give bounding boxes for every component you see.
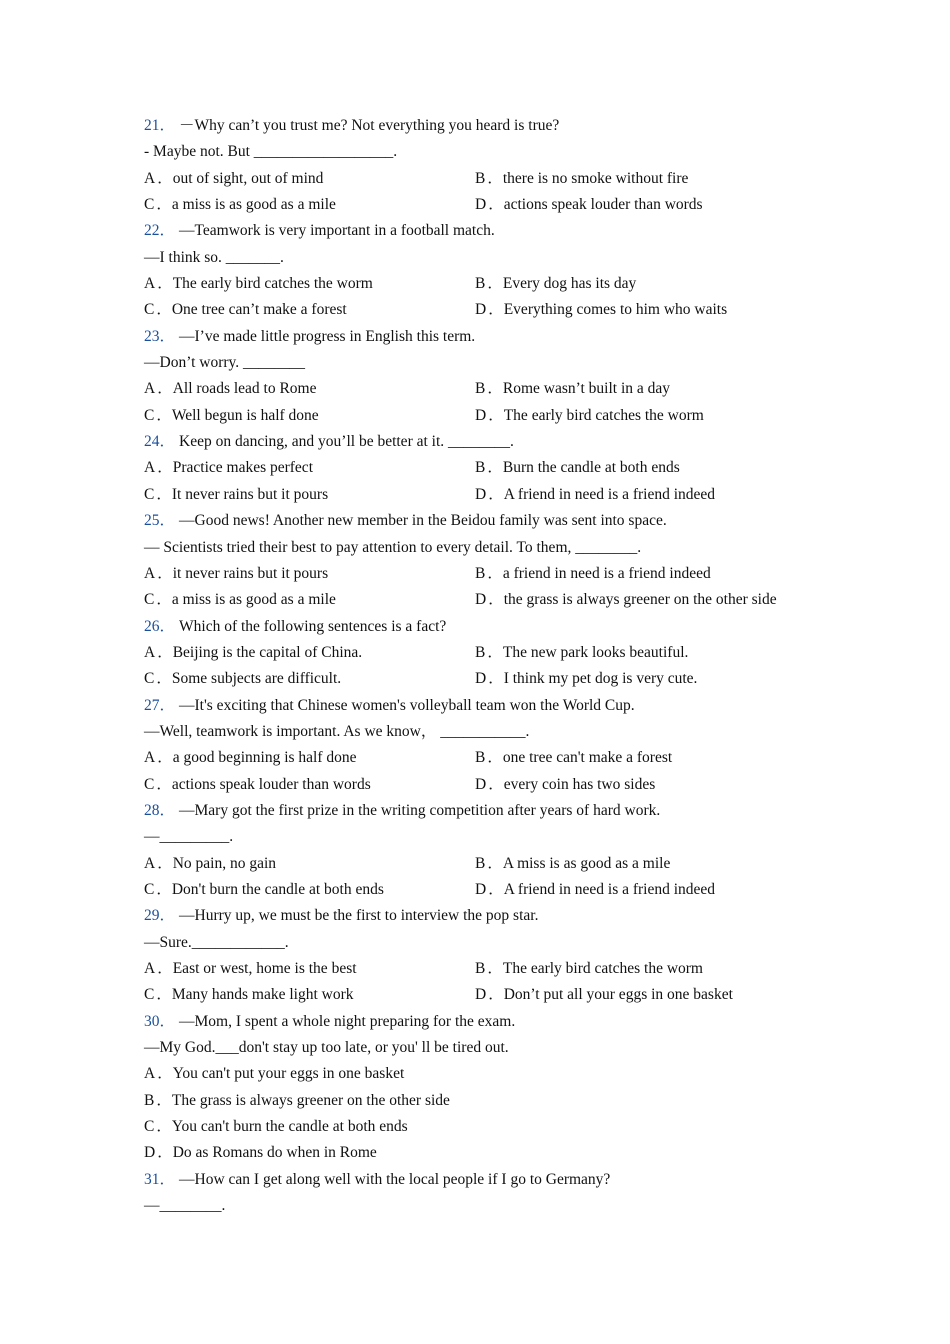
option-text: Do as Romans do when in Rome: [172, 1144, 377, 1162]
question-stem: [144, 113, 824, 139]
option-dot: ．: [156, 775, 172, 793]
option-row: [144, 1088, 824, 1114]
option-c[interactable]: [144, 587, 475, 613]
question-29: [144, 903, 824, 1008]
option-letter: A: [144, 564, 156, 582]
option-b[interactable]: [475, 745, 672, 771]
option-dot: ．: [157, 1065, 173, 1083]
option-c[interactable]: [144, 877, 475, 903]
option-dot: ．: [157, 380, 173, 398]
option-text: a miss is as good as a mile: [171, 196, 336, 214]
question-number: 26: [144, 617, 160, 635]
option-dot: ．: [488, 406, 504, 424]
question-25: [144, 508, 824, 613]
option-text: A miss is as good as a mile: [502, 854, 671, 872]
question-23: [144, 324, 824, 429]
option-text: Many hands make light work: [171, 986, 354, 1004]
option-text: actions speak louder than words: [171, 775, 371, 793]
option-text: actions speak louder than words: [503, 196, 703, 214]
option-b[interactable]: [475, 640, 688, 666]
line-text: —How can I get along well with the local people if I go to Germany?: [179, 1170, 611, 1188]
option-dot: ．: [156, 196, 172, 214]
question-stem: [144, 798, 824, 824]
question-number: 31: [144, 1170, 160, 1188]
option-letter: B: [475, 854, 486, 872]
option-letter: D: [475, 775, 487, 793]
question-stem: [144, 218, 824, 244]
question-response-line: [144, 1193, 824, 1219]
option-letter: C: [144, 670, 155, 688]
option-text: The early bird catches the worm: [503, 406, 704, 424]
option-dot: ．: [157, 960, 173, 977]
question-stem: [144, 429, 824, 455]
option-text: Every dog has its day: [502, 275, 637, 293]
option-letter: B: [475, 275, 486, 293]
question-21: [144, 113, 824, 218]
line-text: - Maybe not. But __________________.: [144, 143, 398, 161]
question-list: [144, 113, 824, 1219]
option-letter: B: [475, 564, 486, 582]
option-dot: ．: [487, 380, 503, 398]
line-text: —Sure.____________.: [144, 933, 289, 951]
option-a[interactable]: [144, 640, 475, 666]
question-stem: [144, 693, 824, 719]
option-text: it never rains but it pours: [172, 564, 329, 582]
option-dot: ．: [488, 591, 504, 609]
option-dot: ．: [488, 775, 504, 793]
option-dot: ．: [487, 169, 503, 187]
question-response-line: [144, 245, 824, 271]
option-text: One tree can’t make a forest: [171, 301, 347, 319]
option-letter: A: [144, 1065, 156, 1083]
option-d[interactable]: [475, 482, 715, 508]
option-dot: ．: [156, 406, 172, 424]
line-text: —Mary got the first prize in the writing competition after years of hard work.: [179, 801, 661, 819]
option-text: out of sight, out of mind: [172, 169, 324, 187]
question-26: [144, 614, 824, 693]
question-number-dot: ．: [159, 512, 176, 530]
option-a[interactable]: [144, 271, 475, 297]
question-number-dot: ．: [159, 433, 176, 451]
option-text: Everything comes to him who waits: [503, 301, 728, 319]
option-text: the grass is always greener on the other side: [503, 591, 777, 609]
option-text: The early bird catches the worm: [172, 275, 373, 293]
option-d[interactable]: [475, 877, 715, 903]
line-text: —My God.___don't stay up too late, or you' ll be tired out.: [144, 1039, 509, 1057]
option-letter: B: [475, 749, 486, 767]
line-text: —________.: [144, 1197, 226, 1215]
question-30: [144, 1009, 824, 1167]
option-d[interactable]: [475, 772, 655, 798]
option-letter: C: [144, 485, 155, 503]
option-text: You can't put your eggs in one basket: [172, 1065, 405, 1083]
option-letter: D: [475, 301, 487, 319]
option-text: Don't burn the candle at both ends: [171, 880, 384, 898]
option-text: Practice makes perfect: [172, 459, 313, 477]
option-a[interactable]: [144, 1061, 404, 1087]
option-text: All roads lead to Rome: [172, 380, 317, 398]
option-row: [144, 956, 824, 982]
question-number: 28: [144, 801, 160, 819]
option-b[interactable]: [475, 376, 670, 402]
option-row: [144, 482, 824, 508]
question-stem: [144, 1009, 824, 1035]
option-letter: A: [144, 643, 156, 661]
option-row: [144, 403, 824, 429]
option-dot: ．: [157, 854, 173, 872]
question-28: [144, 798, 824, 903]
option-dot: ．: [156, 485, 172, 503]
option-letter: D: [475, 591, 487, 609]
question-number: 24: [144, 433, 160, 451]
option-text: The new park looks beautiful.: [502, 643, 689, 661]
option-dot: ．: [488, 986, 504, 1004]
line-text: —It's exciting that Chinese women's volleyball team won the World Cup.: [179, 696, 635, 714]
option-d[interactable]: [475, 982, 733, 1008]
option-b[interactable]: [475, 455, 680, 481]
option-c[interactable]: [144, 297, 475, 323]
option-row: [144, 1140, 824, 1166]
option-dot: ．: [156, 880, 172, 898]
option-row: [144, 851, 824, 877]
question-number-dot: ．: [159, 907, 176, 925]
option-text: East or west, home is the best: [172, 960, 357, 977]
option-row: [144, 271, 824, 297]
option-row: [144, 640, 824, 666]
question-number-dot: ．: [159, 801, 176, 819]
question-24: [144, 429, 824, 508]
option-text: a friend in need is a friend indeed: [502, 564, 711, 582]
option-row: [144, 455, 824, 481]
option-b[interactable]: [475, 851, 670, 877]
option-text: It never rains but it pours: [171, 485, 329, 503]
option-dot: ．: [157, 564, 173, 582]
option-letter: A: [144, 380, 156, 398]
line-text: Keep on dancing, and you’ll be better at it. ________.: [179, 433, 514, 451]
option-d[interactable]: [475, 403, 704, 429]
line-text: —Teamwork is very important in a football match.: [179, 222, 495, 240]
option-text: Don’t put all your eggs in one basket: [503, 986, 733, 1004]
option-letter: B: [475, 459, 486, 477]
option-row: [144, 982, 824, 1008]
option-a[interactable]: [144, 851, 475, 877]
option-letter: D: [475, 196, 487, 214]
option-dot: ．: [157, 169, 173, 187]
option-row: [144, 1114, 824, 1140]
option-text: Burn the candle at both ends: [502, 459, 680, 477]
option-c[interactable]: [144, 1114, 408, 1140]
question-number: 30: [144, 1012, 160, 1030]
option-c[interactable]: [144, 982, 475, 1008]
question-stem: [144, 324, 824, 350]
option-dot: ．: [487, 564, 503, 582]
option-a[interactable]: [144, 376, 475, 402]
option-letter: C: [144, 591, 155, 609]
option-a[interactable]: [144, 745, 475, 771]
option-dot: ．: [488, 196, 504, 214]
option-c[interactable]: [144, 772, 475, 798]
option-d[interactable]: [475, 297, 727, 323]
line-text: — Scientists tried their best to pay attention to every detail. To them, ________.: [144, 538, 642, 556]
option-letter: B: [475, 169, 486, 187]
option-d[interactable]: [475, 587, 777, 613]
option-b[interactable]: [144, 1088, 450, 1114]
option-d[interactable]: [475, 192, 703, 218]
option-dot: ．: [487, 643, 503, 661]
option-letter: A: [144, 459, 156, 477]
line-text: —Well, teamwork is important. As we know， ___________.: [144, 722, 530, 740]
option-letter: C: [144, 406, 155, 424]
option-letter: A: [144, 749, 156, 767]
option-d[interactable]: [144, 1140, 377, 1166]
option-b[interactable]: [475, 561, 711, 587]
option-dot: ．: [487, 275, 503, 293]
option-letter: B: [475, 380, 486, 398]
question-stem: [144, 614, 824, 640]
line-text: －Why can’t you trust me? Not everything you heard is true?: [179, 117, 560, 134]
option-text: The grass is always greener on the other side: [171, 1091, 450, 1109]
option-row: [144, 772, 824, 798]
line-text: —Good news! Another new member in the Beidou family was sent into space.: [179, 512, 667, 530]
option-letter: D: [475, 986, 487, 1004]
question-27: [144, 693, 824, 798]
option-letter: C: [144, 196, 155, 214]
question-number: 21: [144, 117, 160, 134]
option-row: [144, 376, 824, 402]
option-row: [144, 877, 824, 903]
line-text: —I think so. _______.: [144, 248, 284, 266]
option-letter: D: [475, 670, 487, 688]
question-31: [144, 1167, 824, 1220]
option-row: [144, 1061, 824, 1087]
option-letter: D: [475, 880, 487, 898]
option-text: Rome wasn’t built in a day: [502, 380, 671, 398]
option-a[interactable]: [144, 561, 475, 587]
line-text: Which of the following sentences is a fact?: [179, 617, 447, 635]
option-letter: C: [144, 986, 155, 1004]
option-text: No pain, no gain: [172, 854, 277, 872]
option-letter: A: [144, 960, 156, 977]
option-letter: D: [475, 485, 487, 503]
option-dot: ．: [156, 301, 172, 319]
option-row: [144, 745, 824, 771]
question-stem: [144, 508, 824, 534]
option-dot: ．: [156, 670, 172, 688]
question-response-line: [144, 824, 824, 850]
option-letter: C: [144, 775, 155, 793]
option-c[interactable]: [144, 666, 475, 692]
option-b[interactable]: [475, 956, 703, 982]
question-number-dot: ．: [159, 696, 176, 714]
option-c[interactable]: [144, 482, 475, 508]
question-response-line: [144, 719, 824, 745]
option-text: Some subjects are difficult.: [171, 670, 342, 688]
option-text: You can't burn the candle at both ends: [171, 1118, 408, 1136]
line-text: —Hurry up, we must be the first to interview the pop star.: [179, 907, 539, 925]
question-number: 27: [144, 696, 160, 714]
option-text: a good beginning is half done: [172, 749, 357, 767]
option-b[interactable]: [475, 166, 688, 192]
option-letter: B: [144, 1091, 155, 1109]
option-dot: ．: [157, 749, 173, 767]
option-text: A friend in need is a friend indeed: [503, 880, 716, 898]
option-letter: A: [144, 275, 156, 293]
option-letter: B: [475, 960, 486, 977]
question-number: 29: [144, 907, 160, 925]
option-letter: C: [144, 301, 155, 319]
question-response-line: [144, 1035, 824, 1061]
option-dot: ．: [157, 1144, 173, 1162]
question-response-line: [144, 139, 824, 165]
option-a[interactable]: [144, 956, 475, 982]
option-letter: D: [475, 406, 487, 424]
option-dot: ．: [157, 459, 173, 477]
option-text: Well begun is half done: [171, 406, 319, 424]
option-text: there is no smoke without fire: [502, 169, 689, 187]
option-letter: C: [144, 880, 155, 898]
option-dot: ．: [157, 275, 173, 293]
option-dot: ．: [488, 880, 504, 898]
question-number-dot: ．: [159, 617, 176, 635]
question-number: 23: [144, 327, 160, 345]
option-c[interactable]: [144, 192, 475, 218]
question-stem: [144, 903, 824, 929]
option-text: one tree can't make a forest: [502, 749, 673, 767]
line-text: —Don’t worry. ________: [144, 354, 306, 372]
question-number-dot: ．: [159, 1170, 176, 1188]
option-dot: ．: [157, 643, 173, 661]
question-response-line: [144, 535, 824, 561]
option-letter: A: [144, 169, 156, 187]
option-dot: ．: [488, 485, 504, 503]
question-number: 22: [144, 222, 160, 240]
option-row: [144, 166, 824, 192]
line-text: —I’ve made little progress in English this term.: [179, 327, 476, 345]
question-response-line: [144, 350, 824, 376]
option-text: I think my pet dog is very cute.: [503, 670, 698, 688]
option-c[interactable]: [144, 403, 475, 429]
option-dot: ．: [487, 960, 503, 977]
option-dot: ．: [488, 670, 504, 688]
option-row: [144, 297, 824, 323]
option-letter: B: [475, 643, 486, 661]
question-response-line: [144, 930, 824, 956]
question-number-dot: ．: [159, 1012, 176, 1030]
line-text: —Mom, I spent a whole night preparing for the exam.: [179, 1012, 516, 1030]
option-a[interactable]: [144, 166, 475, 192]
option-row: [144, 192, 824, 218]
option-dot: ．: [156, 591, 172, 609]
question-stem: [144, 1167, 824, 1193]
option-dot: ．: [487, 459, 503, 477]
option-text: A friend in need is a friend indeed: [503, 485, 716, 503]
option-dot: ．: [488, 301, 504, 319]
question-number-dot: ．: [159, 327, 176, 345]
option-text: The early bird catches the worm: [502, 960, 703, 977]
option-text: every coin has two sides: [503, 775, 656, 793]
option-letter: A: [144, 854, 156, 872]
option-dot: ．: [156, 1091, 172, 1109]
question-22: [144, 218, 824, 323]
option-dot: ．: [156, 986, 172, 1004]
option-row: [144, 561, 824, 587]
option-letter: D: [144, 1144, 156, 1162]
option-row: [144, 666, 824, 692]
option-text: a miss is as good as a mile: [171, 591, 336, 609]
option-letter: C: [144, 1118, 155, 1136]
option-dot: ．: [156, 1118, 172, 1136]
line-text: —_________.: [144, 828, 234, 846]
option-dot: ．: [487, 749, 503, 767]
option-row: [144, 587, 824, 613]
question-number-dot: ．: [159, 117, 176, 134]
question-number-dot: ．: [159, 222, 176, 240]
option-d[interactable]: [475, 666, 697, 692]
question-number: 25: [144, 512, 160, 530]
option-a[interactable]: [144, 455, 475, 481]
option-b[interactable]: [475, 271, 636, 297]
option-text: Beijing is the capital of China.: [172, 643, 363, 661]
option-dot: ．: [487, 854, 503, 872]
